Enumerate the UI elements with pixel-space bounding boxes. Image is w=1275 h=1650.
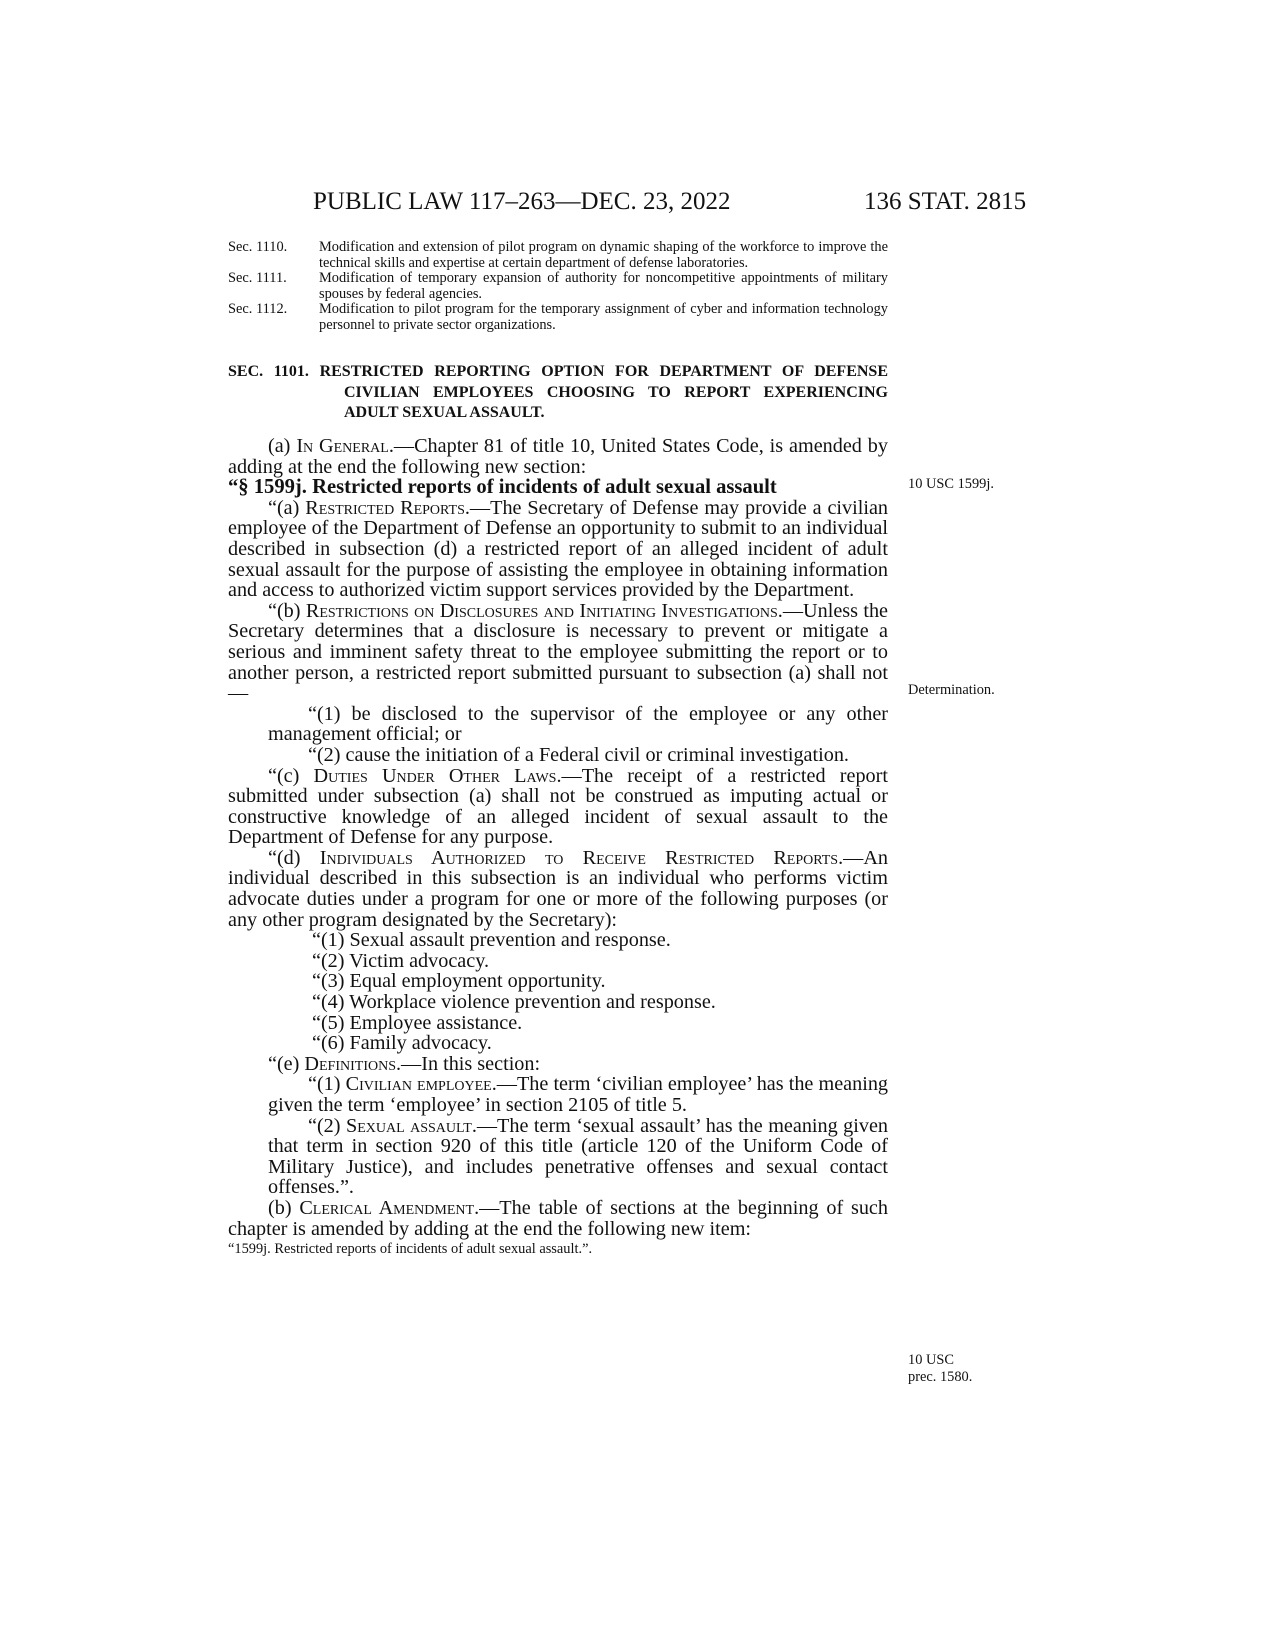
section-heading: SEC. 1101. RESTRICTED REPORTING OPTION FOR DEPARTMENT OF DEFENSE CIVILIAN EMPLOYEES CHOOSING TO REPORT EXPERIENCING ADULT SEXUAL ASSAULT. (228, 363, 888, 421)
paragraph-text: .—An individual described in this subsection is an individual who performs victim advocate duties under a program for one or more of the following purposes (or any other program designated by the Secretary): (228, 846, 888, 931)
table-of-contents (228, 240, 888, 333)
toc-entry (228, 302, 888, 333)
toc-entry-number: Sec. 1111. (228, 270, 287, 286)
paragraph-label: “(c) (268, 764, 314, 787)
paragraph-heading: Individuals Authorized to Receive Restricted Reports (319, 846, 839, 869)
definition-sexual-assault (228, 1116, 888, 1198)
paragraph-restrictions-on-disclosures (228, 601, 888, 704)
definition-heading: Sexual assault (345, 1114, 472, 1137)
paragraph-heading: Restricted Reports (305, 496, 465, 519)
paragraph-definitions (228, 1054, 888, 1075)
purpose-item: “(4) Workplace violence prevention and response. (312, 991, 716, 1014)
purpose-item: “(6) Family advocacy. (312, 1032, 492, 1055)
toc-entry-title: Modification of temporary expansion of authority for noncompetitive appointments of military spouses by federal agencies. (319, 270, 888, 302)
margin-note-determination: Determination. (908, 682, 995, 698)
definition-label: “(2) (308, 1114, 346, 1137)
paragraph-heading: Duties Under Other Laws (313, 764, 557, 787)
definition-heading: Civilian employee (345, 1073, 492, 1096)
subsection-a (228, 436, 888, 477)
purpose-item: “(5) Employee assistance. (312, 1011, 523, 1034)
table-of-sections-new-item: “1599j. Restricted reports of incidents of adult sexual assault.”. (228, 1241, 593, 1258)
paragraph-text: .—Unless the Secretary determines that a disclosure is necessary to prevent or mitigate a serious and imminent safety threat to the employee submitting the report or to another person, a restricted report submitted pursuant to subsection (a) shall not— (228, 599, 889, 705)
subsection-b-heading: Clerical Amendment (299, 1196, 475, 1219)
paragraph-authorized-individuals (228, 848, 888, 930)
definition-civilian-employee (228, 1074, 888, 1115)
paragraph-heading: Restrictions on Disclosures and Initiating Investigations (305, 599, 778, 622)
paragraph-label: “(b) (268, 599, 306, 622)
subsection-a-heading: In General (296, 435, 389, 457)
paragraph-duties-under-other-laws (228, 766, 888, 848)
paragraph-label: “(a) (268, 496, 306, 519)
paragraph-label: “(d) (268, 846, 320, 869)
definition-label: “(1) (308, 1073, 346, 1096)
definition-text: .—The term ‘civilian employee’ has the meaning given the term ‘employee’ in section 2105 of title 5. (268, 1073, 889, 1116)
paragraph-label: “(e) (268, 1052, 305, 1075)
clause-b2: “(2) cause the initiation of a Federal civil or criminal investigation. (308, 743, 849, 766)
subsection-b-label: (b) (268, 1196, 300, 1219)
toc-entry-number: Sec. 1112. (228, 301, 288, 317)
definition-text: .—The term ‘sexual assault’ has the meaning given that term in section 920 of this title (article 120 of the Uniform Code of Military Justice), and includes penetrative offenses and sexual contact offenses.”. (268, 1114, 889, 1199)
toc-entry-title: Modification to pilot program for the temporary assignment of cyber and information technology personnel to private sector organizations. (319, 301, 888, 333)
subsection-a-label: (a) (268, 435, 297, 457)
clause-b1: “(1) be disclosed to the supervisor of the employee or any other management official; or (268, 702, 888, 746)
toc-entry-number: Sec. 1110. (228, 239, 288, 255)
subsection-a-text: .—Chapter 81 of title 10, United States Code, is amended by adding at the end the following new section: (228, 435, 888, 478)
purpose-item: “(3) Equal employment opportunity. (312, 970, 606, 993)
margin-note-usc-prec-line1: 10 USC (908, 1352, 954, 1368)
margin-note-usc-prec-line2: prec. 1580. (908, 1369, 973, 1385)
paragraph-text: .—In this section: (396, 1052, 541, 1075)
section-body (228, 436, 888, 1260)
purpose-item: “(2) Victim advocacy. (312, 949, 490, 972)
subsection-b (228, 1198, 888, 1239)
purpose-item: “(1) Sexual assault prevention and response. (312, 929, 671, 952)
page-number: 136 STAT. 2815 (864, 188, 1027, 215)
new-section-title: “§ 1599j. Restricted reports of incidents of adult sexual assault (228, 476, 777, 499)
paragraph-text: .—The receipt of a restricted report submitted under subsection (a) shall not be construed as imputing actual or constructive knowledge of an alleged incident of sexual assault to the Department of Defense for any purpose. (228, 764, 888, 849)
margin-note-usc-1599j: 10 USC 1599j. (908, 476, 994, 492)
toc-entry (228, 240, 888, 271)
paragraph-restricted-reports (228, 498, 888, 601)
paragraph-text: .—The Secretary of Defense may provide a civilian employee of the Department of Defense an opportunity to submit to an individual described in subsection (d) a restricted report of an alleged incident of adult sexual assault for the purpose of assisting the employee in obtaining information and access to authorized victim support services provided by the Department. (228, 496, 889, 602)
toc-entry (228, 271, 888, 302)
running-header-title: PUBLIC LAW 117–263—DEC. 23, 2022 (313, 188, 731, 215)
paragraph-heading: Definitions (304, 1052, 396, 1075)
toc-entry-title: Modification and extension of pilot program on dynamic shaping of the workforce to improve the technical skills and expertise at certain department of defense laboratories. (319, 239, 888, 271)
subsection-b-text: .—The table of sections at the beginning of such chapter is amended by adding at the end the following new item: (228, 1196, 888, 1240)
